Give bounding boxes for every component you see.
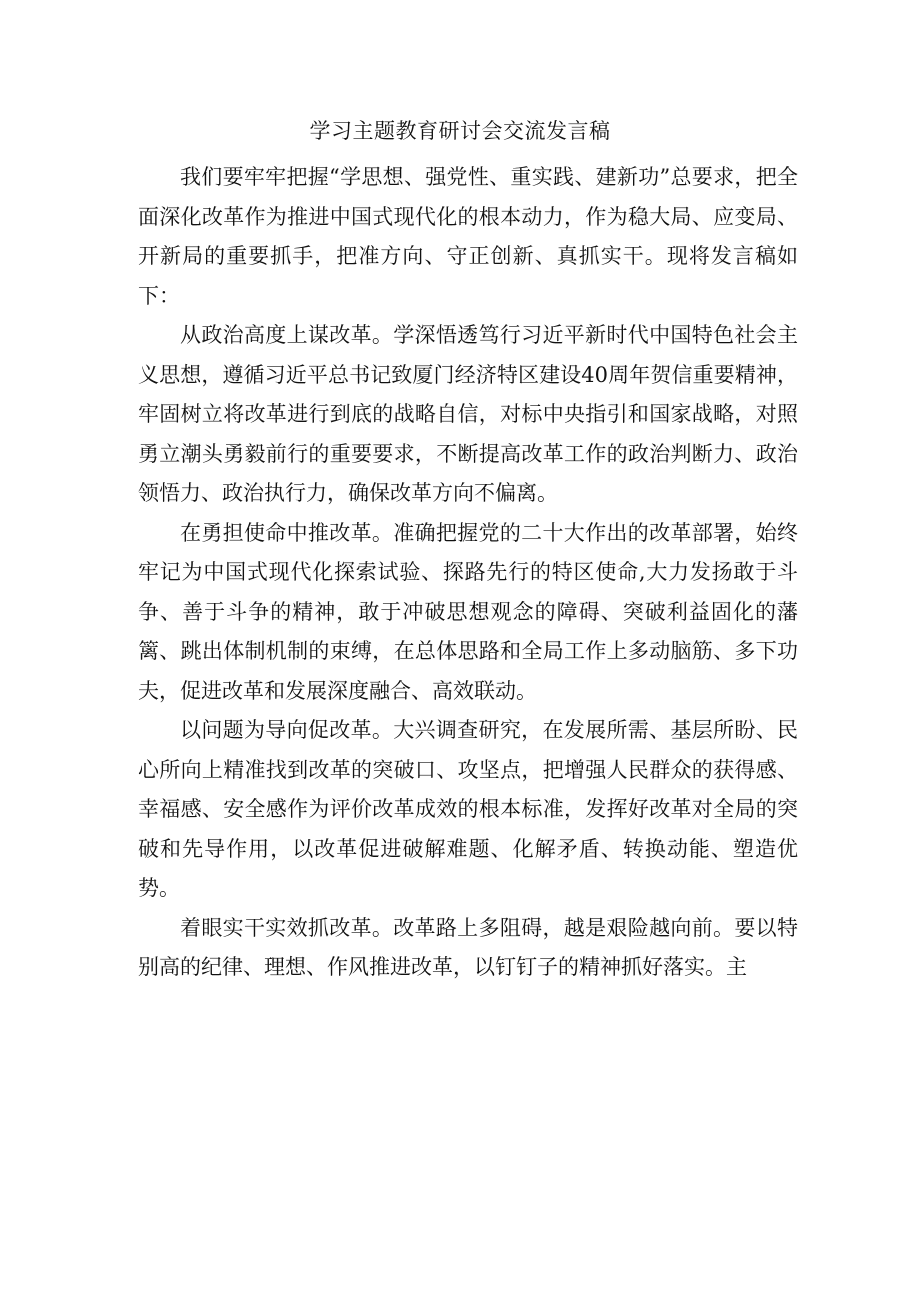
paragraph-practical-results: 着眼实干实效抓改革。改革路上多阻碍，越是艰险越向前。要以特别高的纪律、理想、作风推进改革，以钉钉子的精神抓好落实。主 (138, 915, 798, 979)
document-body (138, 158, 798, 988)
paragraph-political-height: 从政治高度上谋改革。学深悟透笃行习近平新时代中国特色社会主义思想，遵循习近平总书记致厦门经济特区建设40周年贺信重要精神，牢固树立将改革进行到底的战略自信，对标中央指引和国家战略，对照勇立潮头勇毅前行的重要要求，不断提高改革工作的政治判断力、政治领悟力、政治执行力，确保改革方向不偏离。 (138, 323, 798, 505)
document-title: 学习主题教育研讨会交流发言稿 (309, 119, 611, 143)
paragraph-mission: 在勇担使命中推改革。准确把握党的二十大作出的改革部署，始终牢记为中国式现代化探索试验、探路先行的特区使命,大力发扬敢于斗争、善于斗争的精神，敢于冲破思想观念的障碍、突破利益固化的藩篱、跳出体制机制的束缚，在总体思路和全局工作上多动脑筋、多下功夫，促进改革和发展深度融合、高效联动。 (138, 520, 798, 703)
paragraph-problem-oriented: 以问题为导向促改革。大兴调查研究，在发展所需、基层所盼、民心所向上精准找到改革的突破口、攻坚点，把增强人民群众的获得感、幸福感、安全感作为评价改革成效的根本标准，发挥好改革对全局的突破和先导作用，以改革促进破解难题、化解矛盾、转换动能、塑造优势。 (138, 718, 798, 900)
paragraph-intro: 我们要牢牢把握“学思想、强党性、重实践、建新功”总要求，把全面深化改革作为推进中国式现代化的根本动力，作为稳大局、应变局、开新局的重要抓手，把准方向、守正创新、真抓实干。现将发言稿如下： (138, 165, 798, 308)
